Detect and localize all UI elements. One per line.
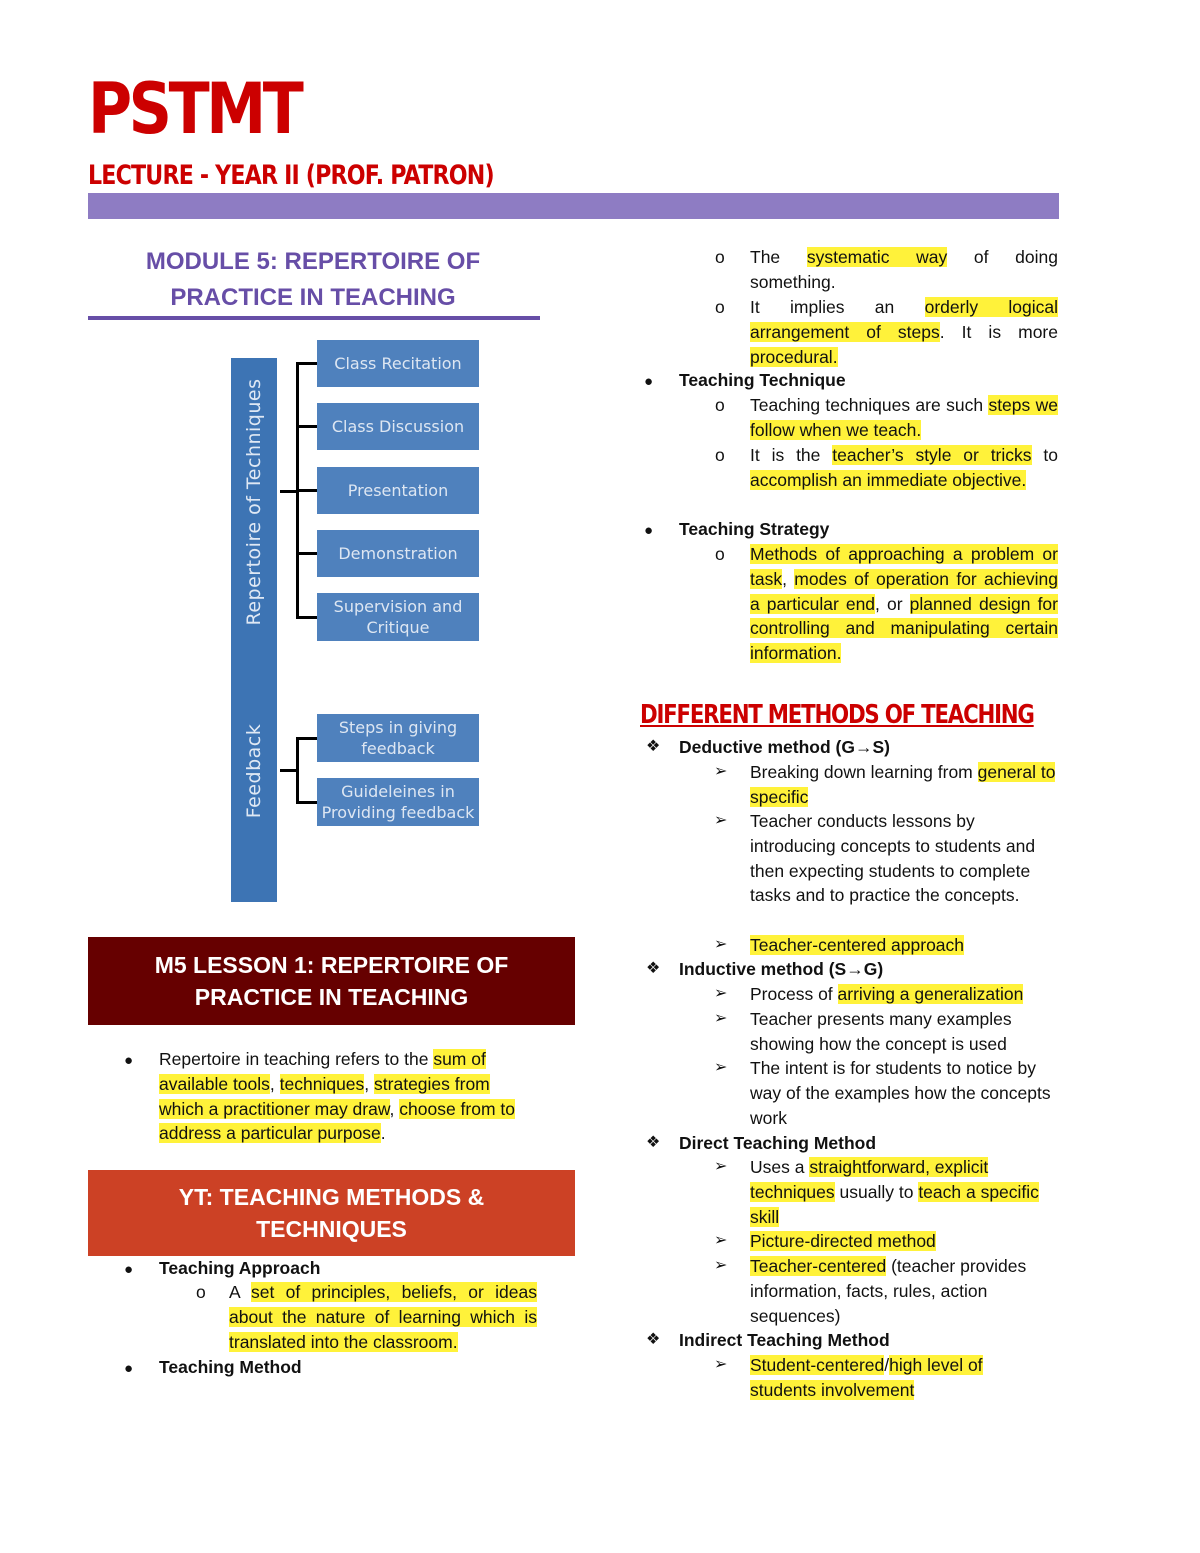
strategy-label: Teaching Strategy: [679, 519, 830, 539]
bullet-glyph: ●: [644, 373, 654, 390]
direct-item-3: Teacher-centered (teacher provides information, facts, rules, action sequences): [750, 1256, 1027, 1326]
page-subtitle: LECTURE - YEAR II (PROF. PATRON): [88, 160, 494, 191]
group-box-feedback: [231, 640, 277, 902]
bullet-glyph: ●: [124, 1360, 134, 1377]
lesson1-title-line2: PRACTICE IN TEACHING: [194, 984, 469, 1010]
circle-glyph: o: [715, 445, 725, 465]
module-rule: [88, 316, 540, 320]
connector-line: [296, 489, 317, 492]
method-definition-2: It implies an orderly logical arrangement of steps. It is more procedural.: [750, 297, 1059, 367]
connector-line: [296, 362, 317, 365]
connector-line: [296, 737, 317, 740]
diagram-item-demonstration: Demonstration: [317, 530, 479, 577]
header-bar: [88, 193, 1059, 219]
inductive-item-3: The intent is for students to notice by way of the examples how the concepts work: [750, 1058, 1051, 1128]
arrow-glyph: ➢: [714, 1257, 728, 1274]
arrow-glyph: ➢: [714, 812, 728, 829]
method-label: Teaching Method: [159, 1357, 302, 1377]
approach-definition: A set of principles, beliefs, or ideas about the nature of learning which is translated into the classroom.: [229, 1282, 537, 1352]
group-label-techniques: Repertoire of Techniques: [243, 378, 265, 625]
circle-glyph: o: [715, 247, 725, 267]
arrow-glyph: ➢: [714, 936, 728, 953]
technique-label: Teaching Technique: [679, 370, 846, 390]
lesson1-title-line1: M5 LESSON 1: REPERTOIRE OF: [154, 952, 509, 978]
direct-item-2: Picture-directed method: [750, 1231, 936, 1251]
yt-title-line1: YT: TEACHING METHODS &: [178, 1184, 485, 1210]
module-heading: [88, 244, 538, 316]
diagram-item-supervision: Supervision and Critique: [317, 593, 479, 641]
technique-definition-1: Teaching techniques are such steps we follow when we teach.: [750, 395, 1059, 440]
circle-glyph: o: [715, 395, 725, 415]
group-box-techniques: [231, 358, 277, 645]
circle-glyph: o: [196, 1282, 206, 1302]
indirect-item-1: Student-centered/high level of students involvement: [750, 1355, 983, 1400]
diagram-item-class-recitation: Class Recitation: [317, 340, 479, 387]
deductive-item-3: Teacher-centered approach: [750, 935, 965, 955]
deductive-item-1: Breaking down learning from general to specific: [750, 762, 1056, 807]
lesson1-banner: [88, 937, 575, 1025]
connector-line: [296, 801, 317, 804]
diagram-item-steps-feedback: Steps in giving feedback: [317, 714, 479, 762]
circle-glyph: o: [715, 544, 725, 564]
methods-heading: DIFFERENT METHODS OF TEACHING: [640, 700, 1034, 730]
inductive-item-2: Teacher presents many examples showing how the concept is used: [750, 1009, 1012, 1054]
diagram-item-presentation: Presentation: [317, 467, 479, 514]
arrow-glyph: ➢: [714, 1158, 728, 1175]
arrow-glyph: ➢: [714, 1356, 728, 1373]
yt-title-line2: TECHNIQUES: [256, 1216, 407, 1242]
diagram-item-guidelines-feedback: Guideleines in Providing feedback: [317, 778, 479, 826]
direct-label: Direct Teaching Method: [679, 1133, 877, 1153]
direct-item-1: Uses a straightforward, explicit techniques usually to teach a specific skill: [750, 1157, 1039, 1227]
module-heading-line1: MODULE 5: REPERTOIRE OF: [145, 248, 481, 275]
inductive-item-1: Process of arriving a generalization: [750, 984, 1024, 1004]
group-label-feedback: Feedback: [243, 723, 265, 819]
bullet-glyph: ●: [124, 1052, 134, 1069]
connector-line: [296, 552, 317, 555]
diagram-item-class-discussion: Class Discussion: [317, 403, 479, 450]
arrow-glyph: ➢: [714, 763, 728, 780]
diamond-glyph: ❖: [646, 1134, 661, 1151]
diamond-glyph: ❖: [646, 1331, 661, 1348]
strategy-definition: Methods of approaching a problem or task, modes of operation for achieving a particular end, or planned design for controlling and manipulating certain information.: [750, 544, 1059, 664]
diamond-glyph: ❖: [646, 960, 661, 977]
indirect-label: Indirect Teaching Method: [679, 1330, 890, 1350]
bullet-glyph: ●: [644, 522, 654, 539]
arrow-glyph: ➢: [714, 1010, 728, 1027]
connector-line: [296, 738, 299, 803]
approach-label: Teaching Approach: [159, 1258, 321, 1278]
bullet-glyph: ●: [124, 1261, 134, 1278]
arrow-glyph: ➢: [714, 1059, 728, 1076]
repertoire-diagram: [228, 335, 488, 907]
arrow-glyph: ➢: [714, 1232, 728, 1249]
module-heading-line2: PRACTICE IN TEACHING: [170, 284, 456, 311]
deductive-item-2: Teacher conducts lessons by introducing concepts to students and then expecting students to complete tasks and to practice the concepts.: [750, 811, 1036, 906]
inductive-label: Inductive method (S→G): [679, 959, 884, 979]
circle-glyph: o: [715, 297, 725, 317]
deductive-label: Deductive method (G→S): [679, 737, 890, 757]
diamond-glyph: ❖: [646, 738, 661, 755]
method-definition-1: The systematic way of doing something.: [750, 247, 1058, 292]
connector-line: [296, 425, 317, 428]
connector-line: [296, 616, 317, 619]
repertoire-definition: Repertoire in teaching refers to the sum of available tools, techniques, strategies from which a practitioner may draw, choose from to address a particular purpose.: [159, 1049, 516, 1144]
page-title: PSTMT: [88, 68, 301, 150]
yt-banner: [88, 1170, 575, 1256]
arrow-glyph: ➢: [714, 985, 728, 1002]
technique-definition-2: It is the teacher’s style or tricks to accomplish an immediate objective.: [750, 445, 1058, 490]
